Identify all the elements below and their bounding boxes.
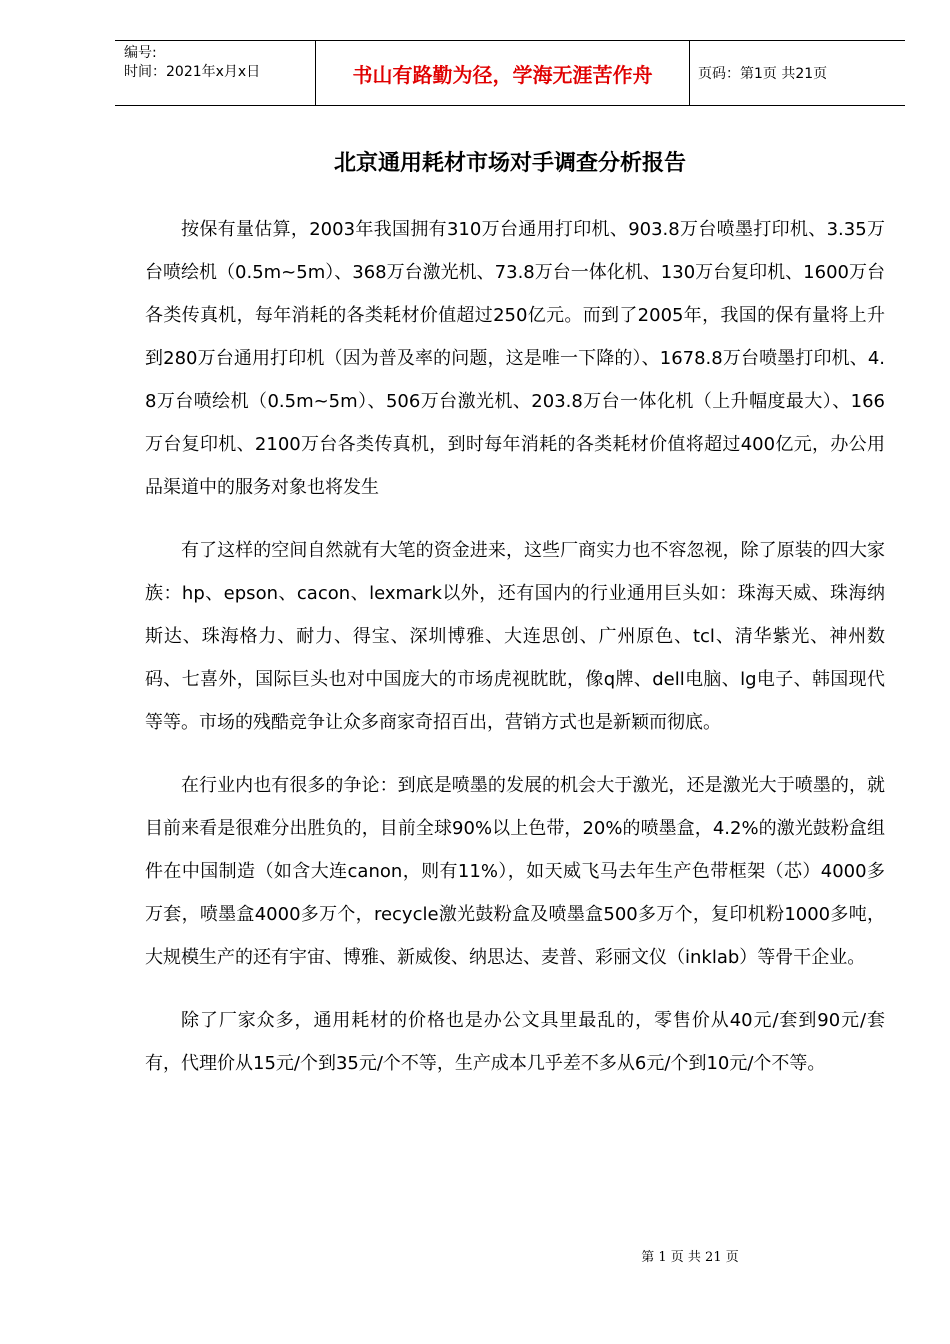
- serial-number-label: 编号:: [124, 45, 157, 61]
- page-footer-number: 第 1 页 共 21 页: [641, 1250, 739, 1265]
- paragraph: 在行业内也有很多的争论：到底是喷墨的发展的机会大于激光，还是激光大于喷墨的，就目前来看是很难分出胜负的，目前全球90%以上色带，20%的喷墨盒，4.2%的激光鼓粉盒组件在中国制造（如含大连canon，则有11%），如天威飞马去年生产色带框架（芯）4000多万套，喷墨盒4000多万个，recycle激光鼓粉盒及喷墨盒500多万个，复印机粉1000多吨，大规模生产的还有宇宙、博雅、新威俊、纳思达、麦普、彩丽文仪（inklab）等骨干企业。: [145, 775, 885, 968]
- paragraph: 除了厂家众多，通用耗材的价格也是办公文具里最乱的，零售价从40元/套到90元/套有，代理价从15元/个到35元/个不等，生产成本几乎差不多从6元/个到10元/个不等。: [145, 1010, 885, 1074]
- document-body: [145, 208, 885, 1105]
- header-motto: 书山有路勤为径，学海无涯苦作舟: [316, 41, 690, 105]
- paragraph: 按保有量估算，2003年我国拥有310万台通用打印机、903.8万台喷墨打印机、3.35万台喷绘机（0.5m~5m）、368万台激光机、73.8万台一体化机、130万台复印机、1600万台各类传真机，每年消耗的各类耗材价值超过250亿元。而到了2005年，我国的保有量将上升到280万台通用打印机（因为普及率的问题，这是唯一下降的）、1678.8万台喷墨打印机、4.8万台喷绘机（0.5m~5m）、506万台激光机、203.8万台一体化机（上升幅度最大）、166万台复印机、2100万台各类传真机，到时每年消耗的各类耗材价值将超过400亿元，办公用品渠道中的服务对象也将发生: [145, 219, 885, 498]
- header-page-info: 页码：第1页 共21页: [698, 66, 828, 82]
- header-meta-cell: [115, 41, 316, 105]
- document-header: [115, 40, 905, 106]
- paragraph: 有了这样的空间自然就有大笔的资金进来，这些厂商实力也不容忽视，除了原装的四大家族：hp、epson、cacon、lexmark以外，还有国内的行业通用巨头如：珠海天威、珠海纳斯达、珠海格力、耐力、得宝、深圳博雅、大连思创、广州原色、tcl、清华紫光、神州数码、七喜外，国际巨头也对中国庞大的市场虎视眈眈，像q牌、dell电脑、lg电子、韩国现代等等。市场的残酷竞争让众多商家奇招百出，营销方式也是新颖而彻底。: [145, 540, 885, 733]
- date-label: 时间：2021年x月x日: [124, 64, 261, 80]
- document-title: 北京通用耗材市场对手调查分析报告: [333, 150, 686, 176]
